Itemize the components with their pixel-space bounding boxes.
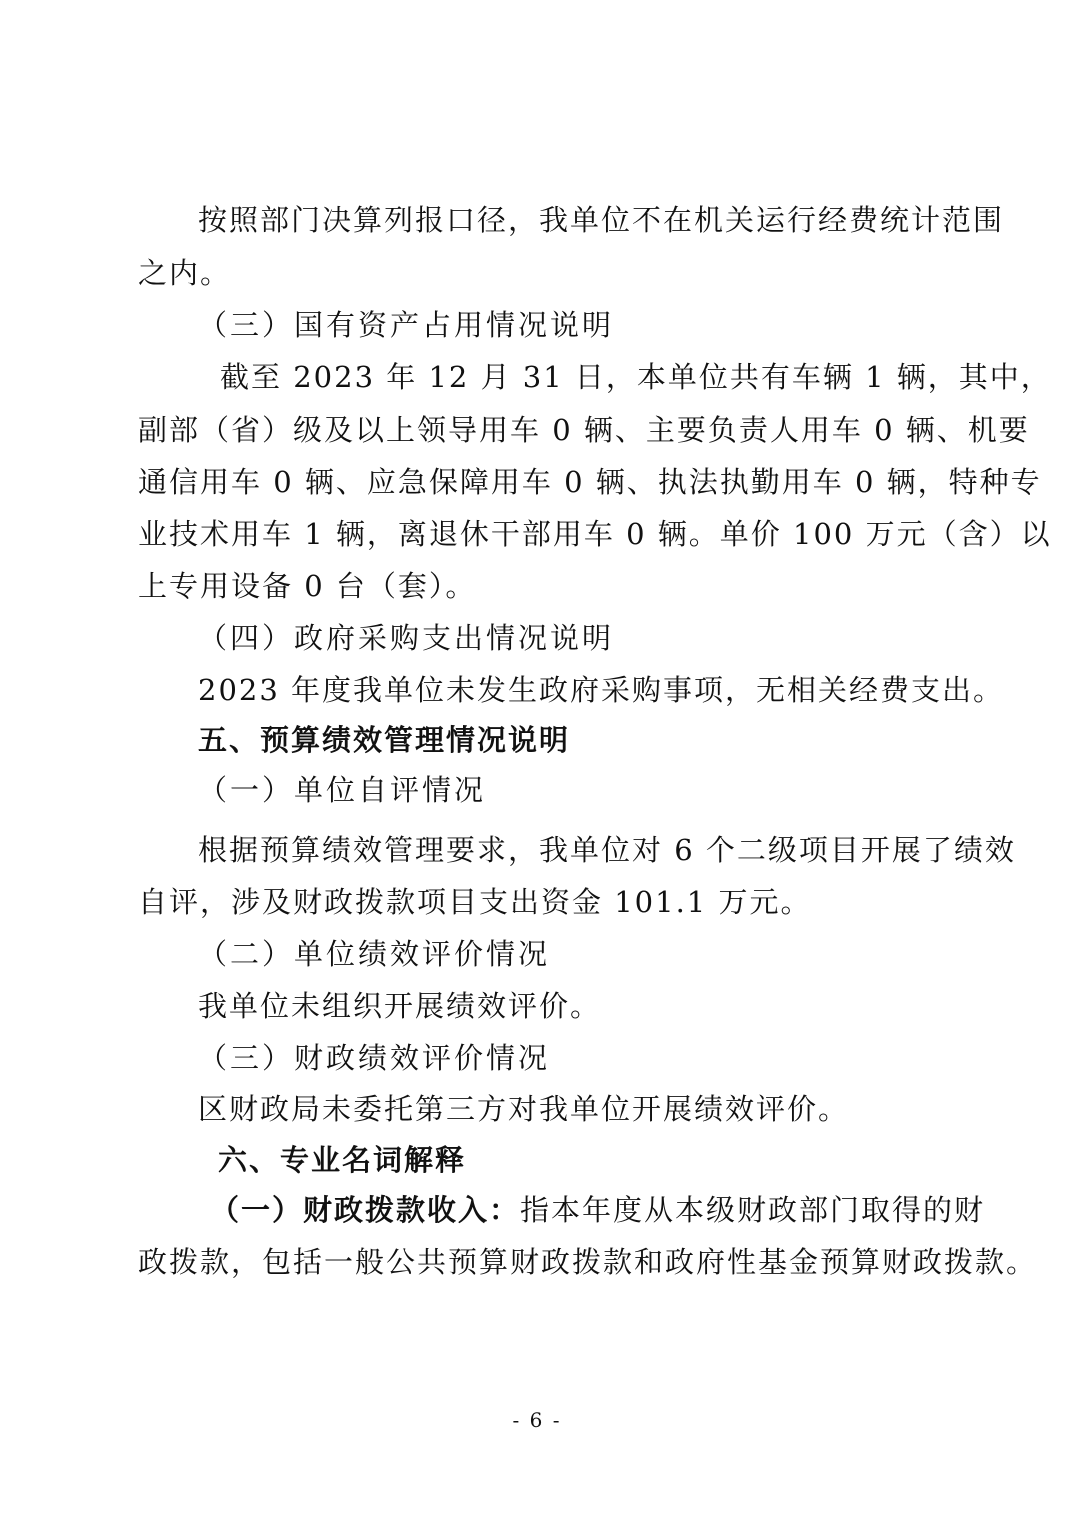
term-label: （一）财政拨款收入：	[210, 1193, 521, 1227]
paragraph-line: 之内。	[138, 256, 232, 290]
paragraph-line: 截至 2023 年 12 月 31 日，本单位共有车辆 1 辆，其中，	[220, 360, 1052, 394]
paragraph-line: 2023 年度我单位未发生政府采购事项，无相关经费支出。	[198, 673, 1005, 707]
paragraph-line: 自评，涉及财政拨款项目支出资金 101.1 万元。	[138, 885, 812, 919]
subsection-heading: （三）国有资产占用情况说明	[198, 308, 615, 342]
paragraph-line: 通信用车 0 辆、应急保障用车 0 辆、执法执勤用车 0 辆，特种专	[138, 465, 1042, 499]
paragraph-line: 业技术用车 1 辆，离退休干部用车 0 辆。单价 100 万元（含）以	[138, 517, 1052, 551]
subsection-heading: （三）财政绩效评价情况	[198, 1041, 551, 1075]
paragraph-line: 根据预算绩效管理要求，我单位对 6 个二级项目开展了绩效	[198, 833, 1016, 867]
section-heading: 五、预算绩效管理情况说明	[198, 723, 571, 757]
paragraph-line: 按照部门决算列报口径，我单位不在机关运行经费统计范围	[198, 203, 1005, 237]
page-number: - 6 -	[512, 1408, 562, 1432]
subsection-heading: （四）政府采购支出情况说明	[198, 621, 615, 655]
subsection-heading: （二）单位绩效评价情况	[198, 937, 551, 971]
term-definition: 指本年度从本级财政部门取得的财	[520, 1193, 986, 1227]
section-heading: 六、专业名词解释	[218, 1143, 467, 1177]
paragraph-line: 副部（省）级及以上领导用车 0 辆、主要负责人用车 0 辆、机要	[138, 413, 1030, 447]
subsection-heading: （一）单位自评情况	[198, 773, 487, 807]
paragraph-line: 上专用设备 0 台（套）。	[138, 569, 477, 603]
term-definition-line	[210, 1190, 985, 1230]
paragraph-line: 政拨款，包括一般公共预算财政拨款和政府性基金预算财政拨款。	[138, 1245, 1038, 1279]
paragraph-line: 我单位未组织开展绩效评价。	[198, 989, 602, 1023]
paragraph-line: 区财政局未委托第三方对我单位开展绩效评价。	[198, 1092, 850, 1126]
